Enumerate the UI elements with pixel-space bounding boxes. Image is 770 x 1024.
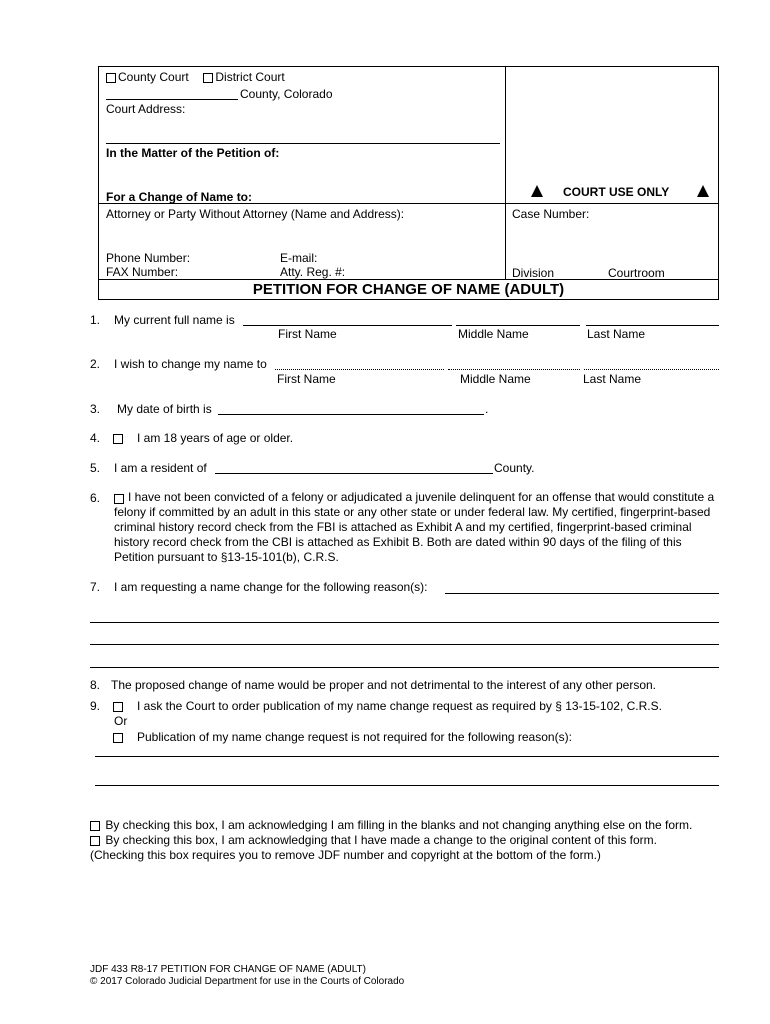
item-7-text: I am requesting a name change for the following reason(s): [114, 580, 428, 594]
no-publication-reason-line-1[interactable] [95, 756, 719, 757]
first-name-caption: First Name [277, 372, 336, 386]
reason-field-line-4[interactable] [90, 667, 719, 668]
division-label: Division [512, 266, 555, 280]
case-number-label: Case Number: [512, 207, 590, 221]
item-4-text: I am 18 years of age or older. [137, 431, 294, 445]
new-first-name-field[interactable] [275, 369, 444, 370]
item-8-text: The proposed change of name would be proper and not detrimental to the interest of any other person. [111, 678, 657, 692]
item-number: 7. [90, 580, 101, 594]
document-title: PETITION FOR CHANGE OF NAME (ADULT) [98, 279, 719, 300]
ack-line-1: By checking this box, I am acknowledging I am filling in the blanks and not changing anything else on the form. [105, 818, 693, 832]
item-number: 4. [90, 431, 101, 445]
caption-divider [505, 66, 506, 280]
reason-field-line-2[interactable] [90, 622, 719, 623]
last-name-caption: Last Name [583, 372, 642, 386]
period: . [485, 402, 489, 416]
court-address-label: Court Address: [106, 102, 186, 116]
no-publication-checkbox[interactable] [113, 730, 125, 744]
fax-label: FAX Number: [106, 265, 179, 279]
new-last-name-field[interactable] [584, 369, 719, 370]
change-to-label: For a Change of Name to: [106, 190, 253, 204]
age-checkbox[interactable] [113, 431, 125, 445]
footer-copyright: © 2017 Colorado Judicial Department for use in the Courts of Colorado [90, 976, 405, 987]
item-2-text: I wish to change my name to [114, 357, 267, 371]
atty-reg-label: Atty. Reg. #: [280, 265, 346, 279]
no-publication-reason-line-2[interactable] [95, 785, 719, 786]
item-number: 9. [90, 699, 101, 713]
first-name-caption: First Name [278, 327, 337, 341]
item-1-text: My current full name is [114, 313, 235, 327]
last-name-caption: Last Name [587, 327, 646, 341]
attorney-label: Attorney or Party Without Attorney (Name and Address): [106, 207, 405, 221]
item-9-text-a: I ask the Court to order publication of my name change request as required by § 13-15-102, C.R.S. [137, 699, 662, 713]
county-blank[interactable] [106, 99, 238, 100]
ack-line-2: By checking this box, I am acknowledging that I have made a change to the original content of this form. [105, 833, 657, 847]
county-court-label: County Court [118, 70, 189, 84]
item-9-text-b: Publication of my name change request is not required for the following reason(s): [137, 730, 572, 744]
ack-changed-checkbox[interactable] [90, 836, 100, 846]
ack-row-2 [90, 833, 657, 847]
current-last-name-field[interactable] [586, 325, 719, 326]
matter-label: In the Matter of the Petition of: [106, 146, 280, 160]
district-court-checkbox[interactable] [203, 73, 213, 83]
reason-field-line-3[interactable] [90, 644, 719, 645]
courtroom-label: Courtroom [608, 266, 665, 280]
county-of-residence-field[interactable] [215, 473, 493, 474]
item-number: 1. [90, 313, 101, 327]
current-first-name-field[interactable] [243, 325, 452, 326]
item-6-text: I have not been convicted of a felony or adjudicated a juvenile delinquent for an offense that would constitute a felony if committed by an adult in this state or any other state or under federal law. My certified, fingerprint-based criminal history record check from the FBI is attached as Exhibit A and my certified, fingerprint-based criminal history record check from the CBI is attached as Exhibit B. Both are dated within 90 days of the filing of this Petition pursuant to §13-15-101(b), C.R.S. [114, 490, 715, 564]
item-number: 3. [90, 402, 101, 416]
phone-label: Phone Number: [106, 251, 191, 265]
county-court-checkbox[interactable] [106, 73, 116, 83]
caption-hline [99, 203, 719, 204]
ack-line-3: (Checking this box requires you to remove JDF number and copyright at the bottom of the form.) [90, 848, 601, 862]
item-number: 2. [90, 357, 101, 371]
middle-name-caption: Middle Name [460, 372, 531, 386]
up-triangle-icon [697, 185, 709, 200]
up-triangle-icon [531, 185, 543, 200]
item-number: 5. [90, 461, 101, 475]
email-label: E-mail: [280, 251, 318, 265]
reason-field-line-1[interactable] [445, 593, 719, 594]
date-of-birth-field[interactable] [218, 414, 484, 415]
district-court-label: District Court [215, 70, 285, 84]
county-label: County. [494, 461, 535, 475]
county-colorado-label: County, Colorado [240, 87, 333, 101]
court-type-row [106, 70, 285, 84]
middle-name-caption: Middle Name [458, 327, 529, 341]
ack-no-change-checkbox[interactable] [90, 821, 100, 831]
current-middle-name-field[interactable] [456, 325, 580, 326]
or-label: Or [114, 714, 128, 728]
ack-row-1 [90, 818, 692, 832]
address-line[interactable] [106, 143, 500, 144]
publication-checkbox[interactable] [113, 699, 125, 713]
item-3-text: My date of birth is [117, 402, 212, 416]
footer-form-id: JDF 433 R8-17 PETITION FOR CHANGE OF NAME (ADULT) [90, 964, 366, 975]
item-number: 6. [90, 491, 101, 505]
item-number: 8. [90, 678, 101, 692]
new-middle-name-field[interactable] [448, 369, 580, 370]
court-use-only-label: COURT USE ONLY [563, 185, 670, 199]
item-5-text: I am a resident of [114, 461, 207, 475]
